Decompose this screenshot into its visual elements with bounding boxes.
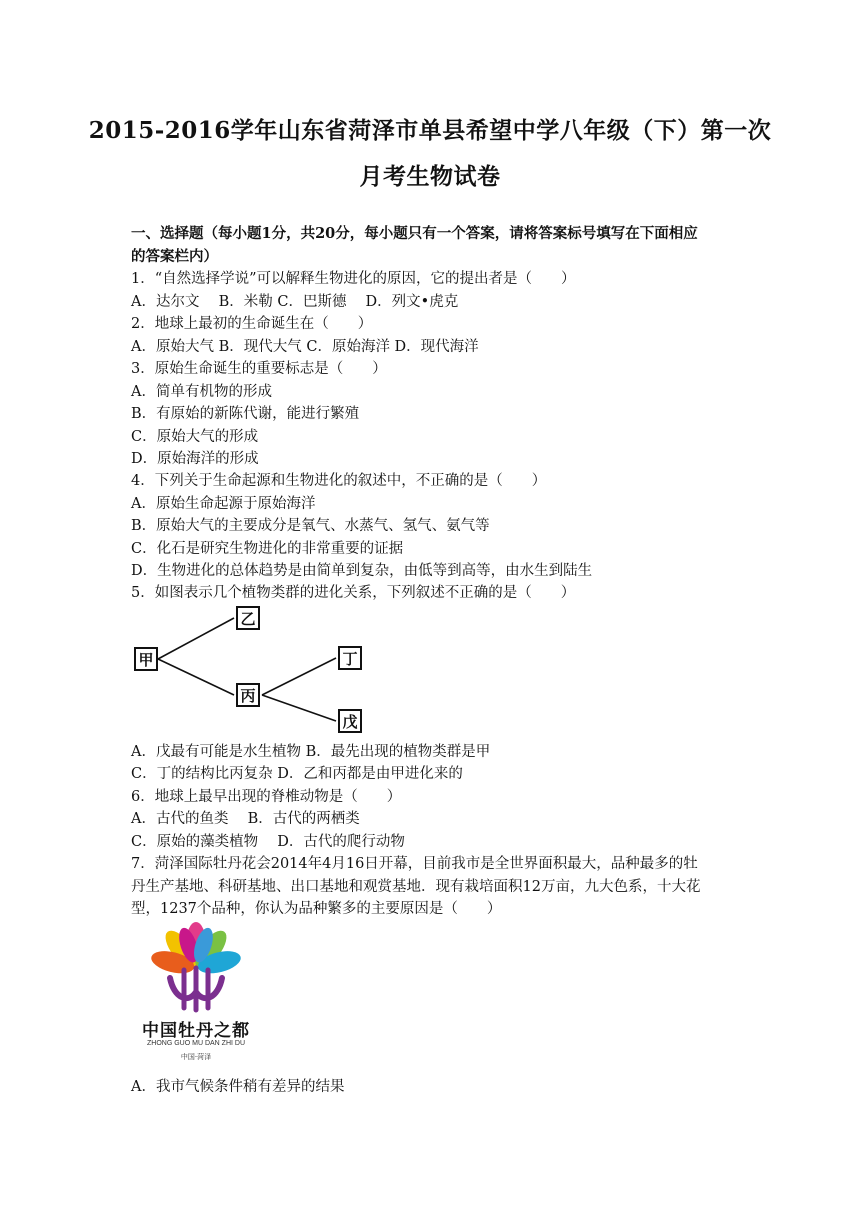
q6-options-line-2: C．原始的藻类植物 D．古代的爬行动物 <box>131 834 405 850</box>
q1-options: A．达尔文 B．米勒 C．巴斯德 D．列文•虎克 <box>131 294 459 310</box>
logo-chinese-text: 中国牡丹之都 <box>142 1021 250 1041</box>
node-wu: 戊 <box>338 709 362 733</box>
q3-option-d: D．原始海洋的形成 <box>131 451 259 467</box>
q3-option-a: A．简单有机物的形成 <box>131 384 272 400</box>
node-yi: 乙 <box>236 606 260 630</box>
page-title-line-1: 2015-2016学年山东省菏泽市单县希望中学八年级（下）第一次 <box>88 117 772 144</box>
q4-option-c: C．化石是研究生物进化的非常重要的证据 <box>131 541 404 557</box>
q5-options-line-1: A．戊最有可能是水生植物 B．最先出现的植物类群是甲 <box>131 744 491 760</box>
plant-evolution-diagram <box>128 601 368 737</box>
q7-option-a: A．我市气候条件稍有差异的结果 <box>131 1079 345 1095</box>
page-title-line-2: 月考生物试卷 <box>359 163 501 190</box>
logo-pinyin-text: ZHONG GUO MU DAN ZHI DU <box>147 1040 245 1047</box>
q4-option-a: A．原始生命起源于原始海洋 <box>131 496 316 512</box>
q6-options-line-1: A．古代的鱼类 B．古代的两栖类 <box>131 811 360 827</box>
q7-stem-line-2: 丹生产基地、科研基地、出口基地和观赏基地．现有栽培面积12万亩，九大色系，十大花 <box>131 879 701 895</box>
peony-capital-logo <box>130 918 262 1066</box>
logo-place-text: 中国·菏泽 <box>180 1053 212 1061</box>
q3-stem: 3．原始生命诞生的重要标志是（ ） <box>131 361 387 377</box>
q1-stem: 1．“自然选择学说”可以解释生物进化的原因，它的提出者是（ ） <box>131 271 576 287</box>
q4-option-b: B．原始大气的主要成分是氧气、水蒸气、氢气、氨气等 <box>131 518 490 534</box>
q7-stem-line-3: 型，1237个品种，你认为品种繁多的主要原因是（ ） <box>131 901 502 917</box>
q3-option-c: C．原始大气的形成 <box>131 429 259 445</box>
section-heading-line-2: 的答案栏内） <box>131 248 218 265</box>
section-heading-line-1: 一、选择题（每小题1分，共20分，每小题只有一个答案，请将答案标号填写在下面相应 <box>131 225 698 242</box>
q2-options: A．原始大气 B．现代大气 C．原始海洋 D．现代海洋 <box>131 339 479 355</box>
node-bing: 丙 <box>236 683 260 707</box>
node-jia: 甲 <box>134 647 158 671</box>
node-ding: 丁 <box>338 646 362 670</box>
q7-stem-line-1: 7．菏泽国际牡丹花会2014年4月16日开幕，目前我市是全世界面积最大，品种最多的牡 <box>131 856 698 872</box>
q2-stem: 2．地球上最初的生命诞生在（ ） <box>131 316 373 332</box>
q6-stem: 6．地球上最早出现的脊椎动物是（ ） <box>131 789 402 805</box>
q4-stem: 4．下列关于生命起源和生物进化的叙述中，不正确的是（ ） <box>131 473 547 489</box>
peony-flower-icon <box>130 918 262 1018</box>
q3-option-b: B．有原始的新陈代谢，能进行繁殖 <box>131 406 360 422</box>
q5-options-line-2: C．丁的结构比丙复杂 D．乙和丙都是由甲进化来的 <box>131 766 463 782</box>
q5-stem: 5．如图表示几个植物类群的进化关系，下列叙述不正确的是（ ） <box>131 585 576 601</box>
q4-option-d: D．生物进化的总体趋势是由简单到复杂，由低等到高等，由水生到陆生 <box>131 563 593 579</box>
